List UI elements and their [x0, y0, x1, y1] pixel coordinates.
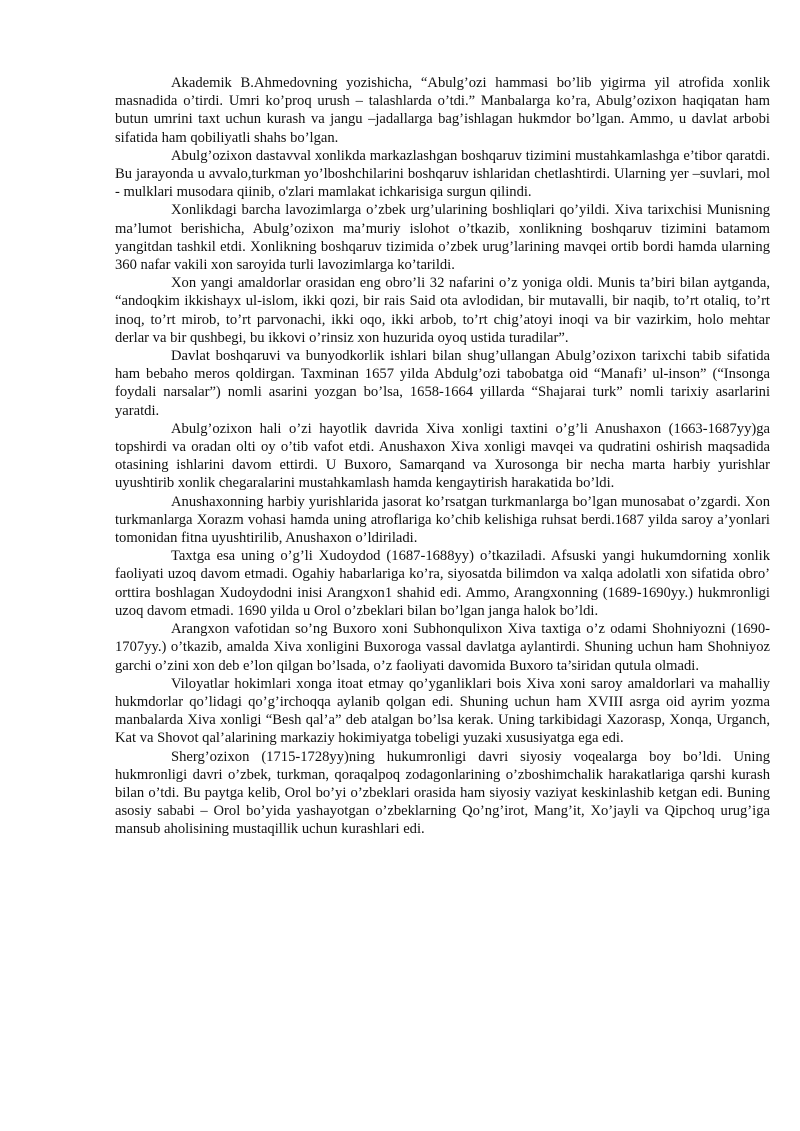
paragraph-10: Viloyatlar hokimlari xonga itoat etmay qo’yganliklari bois Xiva xoni saroy amaldorlari va mahalliy hukmdorlar qo’lidagi qo’g’irchoqqa aylanib qolgan edi. Shuning uchun ham XVIII asrga oid ayrim yozma manbalarda Xiva xonligi “Besh qal’a” deb atalgan bo’lsa kerak. Uning tarkibidagi Xazorasp, Xonqa, Urganch, Kat va Shovot qal’alarining markaziy hokimiyatga tobeligi yuzaki xususiyatga ega edi.: [115, 675, 770, 747]
document-page: [115, 74, 770, 839]
paragraph-9: Arangxon vafotidan so’ng Buxoro xoni Subhonqulixon Xiva taxtiga o’z odami Shohniyozni (1690-1707yy.) o’tkazib, amalda Xiva xonligini Buxoroga vassal davlatga aylantirdi. Shuning uchun ham Shohniyoz garchi o’zini xon deb e’lon qilgan bo’lsada, o’z faoliyati davomida Buxoro ta’siridan qutula olmadi.: [115, 621, 770, 674]
paragraph-8: Taxtga esa uning o’g’li Xudoydod (1687-1688yy) o’tkaziladi. Afsuski yangi hukumdorning xonlik faoliyati uzoq davom etmadi. Ogahiy habarlariga ko’ra, siyosatda bilimdon va xalqa adolatli xon sifatida obro’ orttira boshlagan Xudoydodni inisi Arangxon1 shahid edi. Ammo, Arangxonning (1689-1690yy.) hukmronligi uzoq davom etmadi. 1690 yilda u Orol o’zbeklari bilan bo’lgan janga halok bo’ldi.: [115, 548, 770, 619]
paragraph-11: Sherg’ozixon (1715-1728yy)ning hukumronligi davri siyosiy voqealarga boy bo’ldi. Uning hukmronligi davri o’zbek, turkman, qoraqalpoq zodagonlarining o’zboshimchalik harakatlariga qarshi kurash bilan o’tdi. Bu paytga kelib, Orol bo’yi o’zbeklari orasida ham siyosiy vaziyat keskinlashib ketgan edi. Buning asosiy sababi – Orol bo’yida yashayotgan o’zbeklarning Qo’ng’irot, Mang’it, Xo’jayli va Qipchoq urug’iga mansub aholisining mustaqillik uchun kurashlari edi.: [115, 748, 770, 838]
paragraph-6: Abulg’ozixon hali o’zi hayotlik davrida Xiva xonligi taxtini o’g’li Anushaxon (1663-1687yy)ga topshirdi va oradan olti oy o’tib vafot etdi. Anushaxon Xiva xonligi mavqei va qudratini oshirish maqsadida otasining ishlarini davom ettirdi. U Buxoro, Samarqand va Xurosonga bir necha marta harbiy yurishlar uyushtirib xonlik chegaralarini mustahkamlash hamda kengaytirish harakatida bo’ldi.: [115, 420, 770, 492]
paragraph-4: Xon yangi amaldorlar orasidan eng obro’li 32 nafarini o’z yoniga oldi. Munis ta’biri bilan aytganda, “andoqkim ikkishayx ul-islom, ikki qozi, bir rais Said ota avlodidan, bir mutavalli, bir naqib, to’rt otaliq, to’rt inoq, to’rt mirob, to’rt parvonachi, ikki oqo, ikki arbob, to’rt chig’atoyi inoqi va bir vazirkim, holo mehtar derlar va bir qushbegi, bu ikkovi o’rinsiz xon huzurida oyoq ustida turadilar”.: [115, 275, 770, 346]
paragraph-7: Anushaxonning harbiy yurishlarida jasorat ko’rsatgan turkmanlarga bo’lgan munosabat o’zgardi. Xon turkmanlarga Xorazm vohasi hamda uning atroflariga ko’chib kelishiga ruhsat berdi.1687 yilda saroy a’yonlari tomonidan fitna uyushtirilib, Anushaxon o’ldiriladi.: [115, 493, 770, 547]
paragraph-1: Akademik B.Ahmedovning yozishicha, “Abulg’ozi hammasi bo’lib yigirma yil atrofida xonlik masnadida o’tirdi. Umri ko’proq urush – talashlarda o’tdi.” Manbalarga ko’ra, Abulg’ozixon haqiqatan ham butun umrini taxt uchun kurash va jangu –jadallarga bag’ishlagan hukmdor bo’lgan. Ammo, u davlat arbobi sifatida ham qobiliyatli shahs bo’lgan.: [115, 75, 770, 146]
paragraph-3: Xonlikdagi barcha lavozimlarga o’zbek urg’ularining boshliqlari qo’yildi. Xiva tarixchisi Munisning ma’lumot berishicha, Abulg’ozixon ma’muriy islohot o’tkazib, xonlikning boshqaruv tizimini batamom yangitdan tashkil etdi. Xonlikning boshqaruv tizimida o’zbek urug’larining mavqei ortib bordi hamda ularning 360 nafar vakili xon saroyida turli lavozimlarga ko’tarildi.: [115, 202, 770, 274]
paragraph-2: Abulg’ozixon dastavval xonlikda markazlashgan boshqaruv tizimini mustahkamlashga e’tibor qaratdi. Bu jarayonda u avvalo,turkman yo’lboshchilarini boshqaruv ishlaridan chetlashtirdi. Ularning yer –suvlari, mol - mulklari musodara qiinib, o'zlari mamlakat ichkarisiga surgun qilindi.: [115, 147, 770, 201]
paragraph-5: Davlat boshqaruvi va bunyodkorlik ishlari bilan shug’ullangan Abulg’ozixon tarixchi tabib sifatida ham bebaho meros qoldirgan. Taxminan 1657 yilda Abdulg’ozi tabobatga oid “Manafi’ ul-inson” (“Insonga foydali narsalar”) nomli asarini yozgan bo’lsa, 1658-1664 yillarda “Shajarai turk” nomli tarixiy asarlarini yaratdi.: [115, 348, 770, 419]
